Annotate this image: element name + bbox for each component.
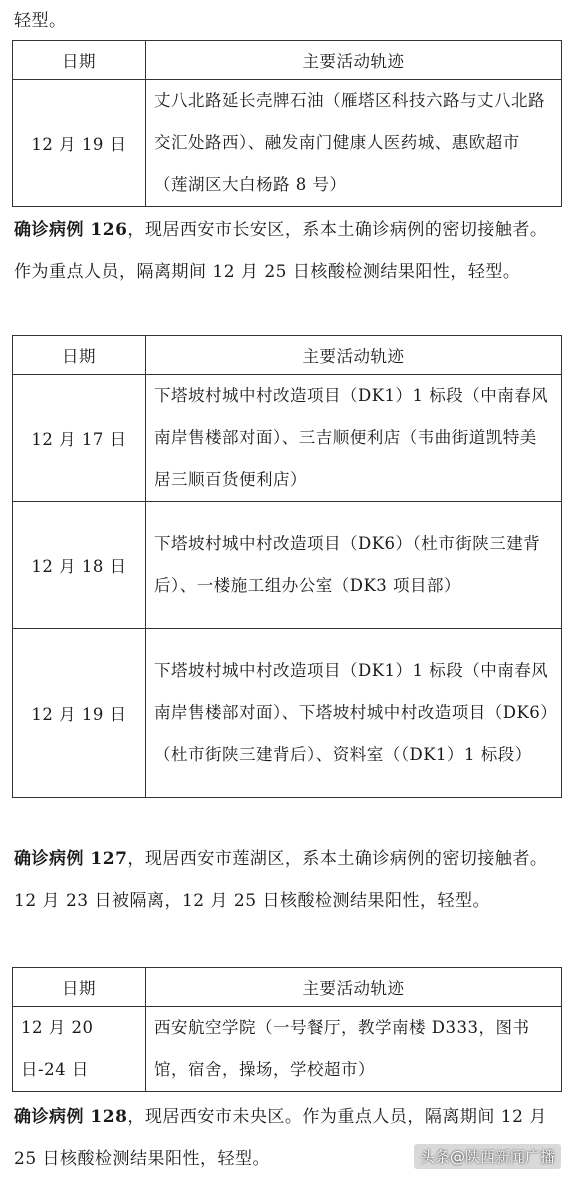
date-cell: 12 月 17 日 [13,375,146,502]
activity-cell: 下塔坡村城中村改造项目（DK6）（杜市街陕三建背后）、一楼施工组办公室（DK3 项目部） [146,502,562,629]
header-activity: 主要活动轨迹 [146,336,562,375]
case-label: 确诊病例 128 [14,1107,128,1127]
case-126-paragraph [14,209,562,293]
table-row [13,80,562,207]
table-row [13,1007,562,1092]
activity-cell: 丈八北路延长壳牌石油（雁塔区科技六路与丈八北路交汇处路西）、融发南门健康人医药城、惠欧超市（莲湖区大白杨路 8 号） [146,80,562,207]
trajectory-table-2 [12,335,562,798]
case-text: ，现居西安市莲湖区，系本土确诊病例的密切接触者。12 月 23 日被隔离，12 月 25 日核酸检测结果阳性，轻型。 [14,849,548,911]
date-cell: 12 月 19 日 [13,629,146,798]
table-row [13,629,562,798]
date-cell: 12 月 18 日 [13,502,146,629]
table-header-row [13,336,562,375]
header-date: 日期 [13,968,146,1007]
case-label: 确诊病例 127 [14,849,128,869]
date-cell: 12 月 19 日 [13,80,146,207]
case-label: 确诊病例 126 [14,220,128,240]
table-header-row [13,41,562,80]
case-text: ，现居西安市长安区，系本土确诊病例的密切接触者。作为重点人员，隔离期间 12 月 25 日核酸检测结果阳性，轻型。 [14,220,548,282]
source-watermark: 头条@陕西新闻广播 [414,1144,561,1169]
table-row [13,502,562,629]
trajectory-table-3 [12,967,562,1092]
case-text: ，现居西安市未央区。作为重点人员，隔离期间 12 月 25 日核酸检测结果阳性，轻型。 [14,1107,547,1169]
table-row [13,375,562,502]
header-activity: 主要活动轨迹 [146,968,562,1007]
activity-cell: 下塔坡村城中村改造项目（DK1）1 标段（中南春风南岸售楼部对面）、下塔坡村城中村改造项目（DK6）（杜市街陕三建背后）、资料室（（DK1）1 标段） [146,629,562,798]
activity-cell: 下塔坡村城中村改造项目（DK1）1 标段（中南春风南岸售楼部对面）、三吉顺便利店（韦曲街道凯特美居三顺百货便利店） [146,375,562,502]
header-date: 日期 [13,336,146,375]
header-activity: 主要活动轨迹 [146,41,562,80]
paragraph-continuation: 轻型。 [14,11,67,31]
trajectory-table-1 [12,40,562,207]
header-date: 日期 [13,41,146,80]
table-header-row [13,968,562,1007]
date-cell: 12 月 20 日-24 日 [13,1007,146,1092]
case-127-paragraph [14,838,562,922]
activity-cell: 西安航空学院（一号餐厅，教学南楼 D333，图书馆，宿舍，操场，学校超市） [146,1007,562,1092]
